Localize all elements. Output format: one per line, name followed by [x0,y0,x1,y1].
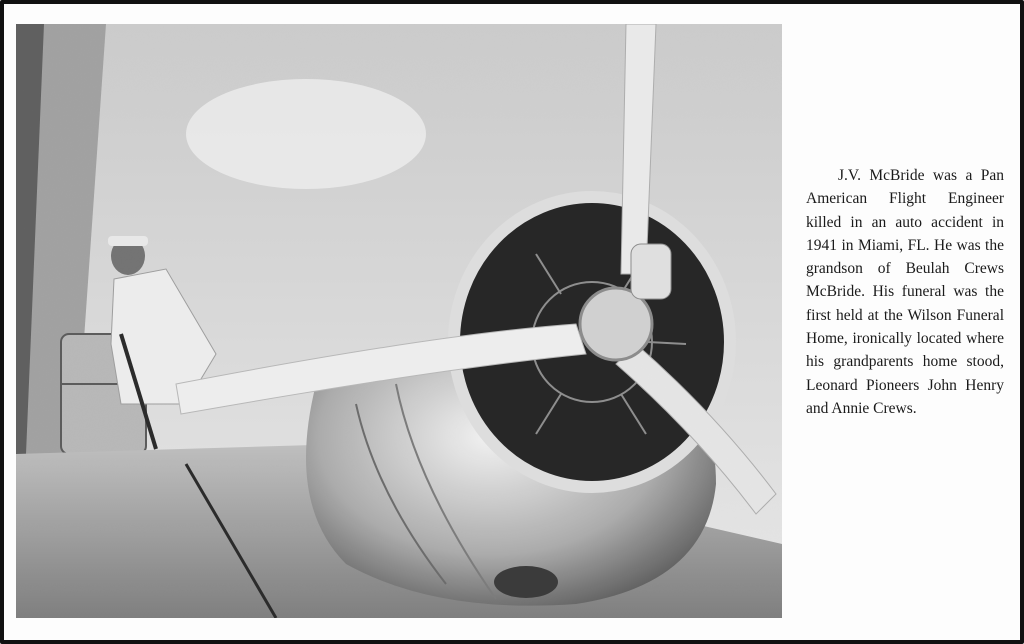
photo-caption: J.V. McBride was a Pan American Flight Engineer killed in an auto accident in 1941 in Miami, FL. He was the grandson of Beulah Crews McBride. His funeral was the first held at the Wilson Funeral Home, ironically located where his grandparents home stood, Leonard Pioneers John Henry and Annie Crews. [806,167,1004,417]
aircraft-engine-photo [16,24,782,618]
photo-illustration [16,24,782,618]
